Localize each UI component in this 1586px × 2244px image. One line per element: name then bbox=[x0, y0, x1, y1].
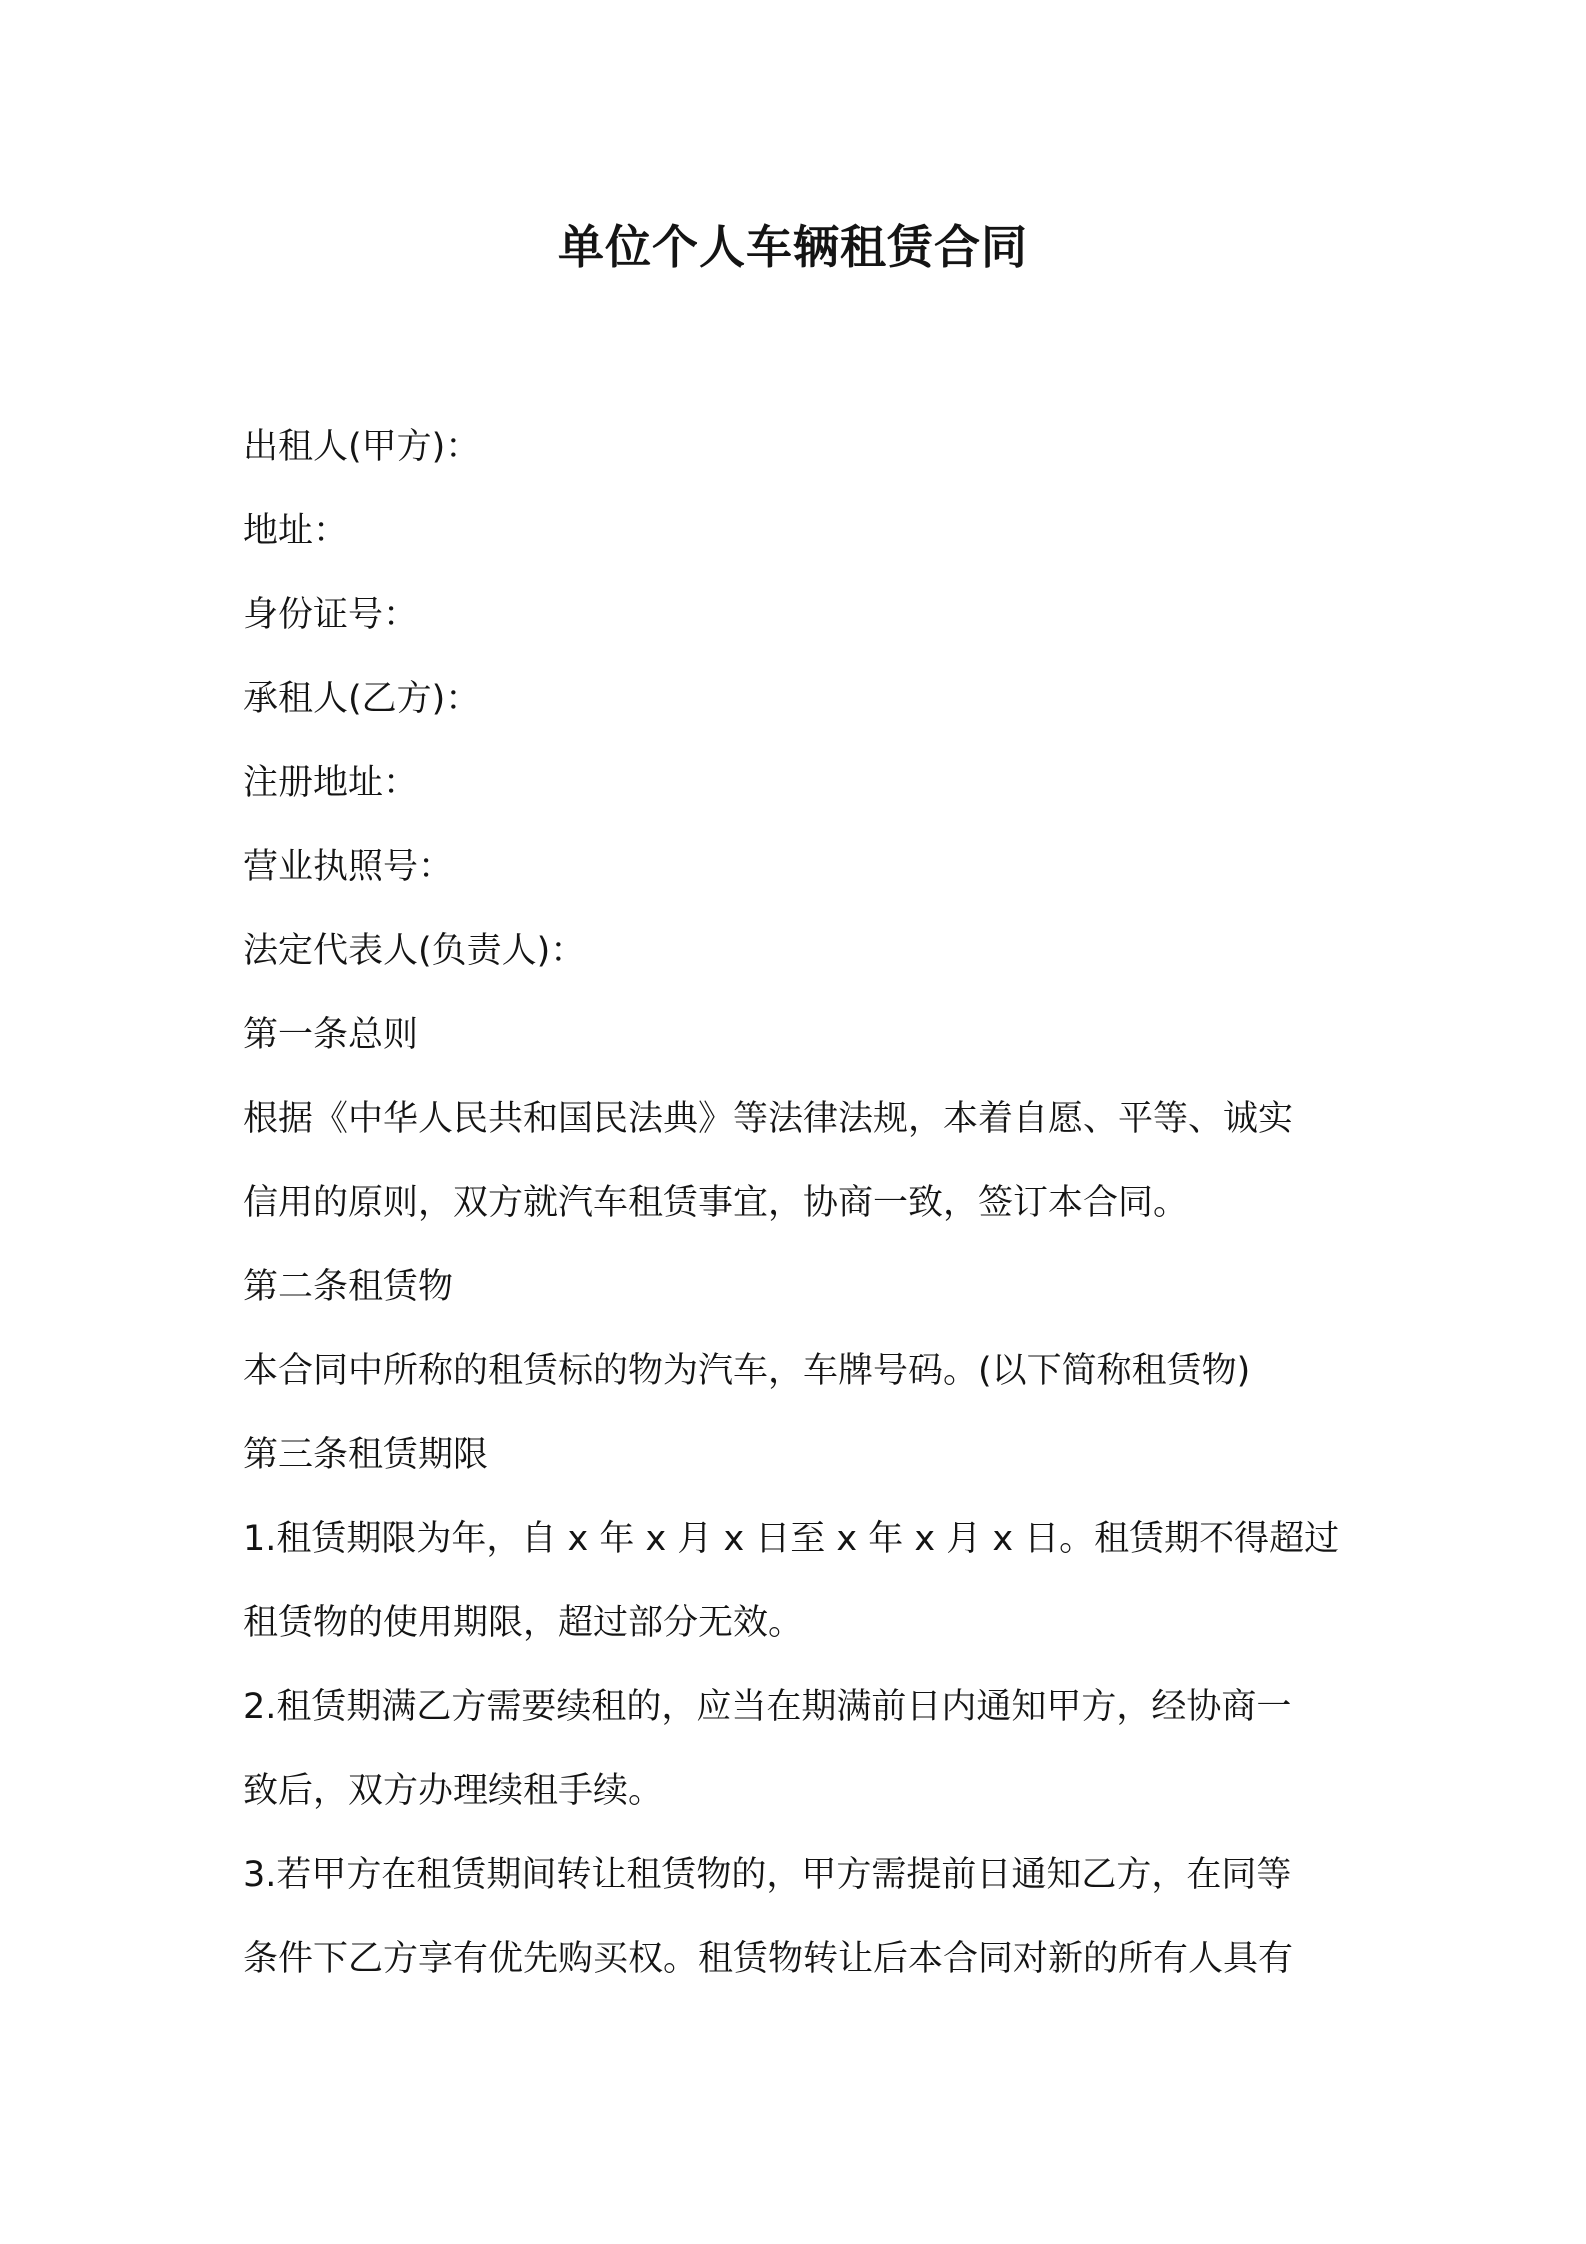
article-1-heading: 第一条总则 bbox=[243, 1015, 419, 1055]
article-3-heading: 第三条租赁期限 bbox=[243, 1435, 489, 1475]
article-3-item-1-line: 租赁物的使用期限，超过部分无效。 bbox=[243, 1603, 804, 1643]
article-3-item-1-line: 1.租赁期限为年，自 x 年 x 月 x 日至 x 年 x 月 x 日。租赁期不得超过 bbox=[243, 1519, 1340, 1559]
article-3-item-3-line: 3.若甲方在租赁期间转让租赁物的，甲方需提前日通知乙方，在同等 bbox=[243, 1855, 1292, 1895]
document-body bbox=[243, 405, 1353, 2001]
document-title: 单位个人车辆租赁合同 bbox=[558, 220, 1028, 274]
lessor-address-label: 地址： bbox=[243, 511, 349, 551]
lessee-field-label: 承租人(乙方)： bbox=[243, 679, 481, 719]
article-1-text-line: 根据《中华人民共和国民法典》等法律法规，本着自愿、平等、诚实 bbox=[243, 1099, 1294, 1139]
article-1-text-line: 信用的原则，双方就汽车租赁事宜，协商一致，签订本合同。 bbox=[243, 1183, 1189, 1223]
lessor-field-label: 出租人(甲方)： bbox=[243, 427, 481, 467]
business-license-label: 营业执照号： bbox=[243, 847, 454, 887]
lessor-id-number-label: 身份证号： bbox=[243, 595, 419, 635]
article-2-heading: 第二条租赁物 bbox=[243, 1267, 454, 1307]
article-3-item-2-line: 致后，双方办理续租手续。 bbox=[243, 1771, 664, 1811]
article-3-item-3-line: 条件下乙方享有优先购买权。租赁物转让后本合同对新的所有人具有 bbox=[243, 1939, 1294, 1979]
article-2-text-line: 本合同中所称的租赁标的物为汽车，车牌号码。(以下简称租赁物) bbox=[243, 1351, 1251, 1391]
lessee-registered-address-label: 注册地址： bbox=[243, 763, 419, 803]
article-3-item-2-line: 2.租赁期满乙方需要续租的，应当在期满前日内通知甲方，经协商一 bbox=[243, 1687, 1292, 1727]
legal-representative-label: 法定代表人(负责人)： bbox=[243, 931, 586, 971]
